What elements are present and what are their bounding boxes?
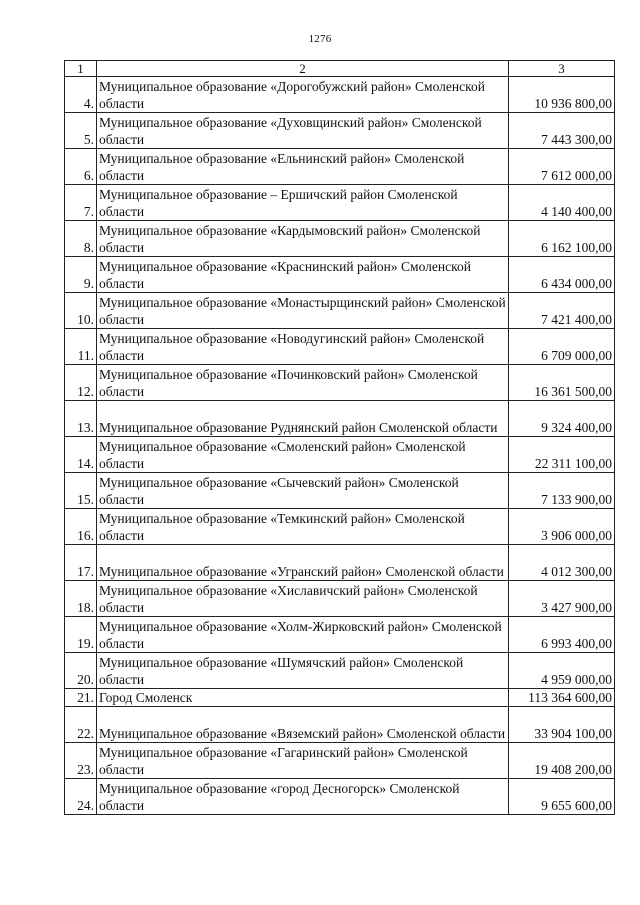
municipality-name: Муниципальное образование «Темкинский район» Смоленской области <box>97 509 509 545</box>
row-number: 21. <box>65 689 97 707</box>
amount-value: 113 364 600,00 <box>509 689 615 707</box>
amount-value: 6 993 400,00 <box>509 617 615 653</box>
header-col-2: 2 <box>97 61 509 77</box>
table-row <box>65 707 615 743</box>
municipality-name: Муниципальное образование «Угранский район» Смоленской области <box>97 545 509 581</box>
amount-value: 22 311 100,00 <box>509 437 615 473</box>
amount-value: 7 133 900,00 <box>509 473 615 509</box>
amount-value: 19 408 200,00 <box>509 743 615 779</box>
table-row <box>65 149 615 185</box>
municipality-name: Муниципальное образование Руднянский район Смоленской области <box>97 401 509 437</box>
amount-value: 3 427 900,00 <box>509 581 615 617</box>
table-row <box>65 113 615 149</box>
amount-value: 7 421 400,00 <box>509 293 615 329</box>
row-number: 12. <box>65 365 97 401</box>
row-number: 16. <box>65 509 97 545</box>
table-row <box>65 545 615 581</box>
municipality-name: Муниципальное образование «Гагаринский район» Смоленской области <box>97 743 509 779</box>
table-row <box>65 581 615 617</box>
municipality-name: Муниципальное образование «город Десногорск» Смоленской области <box>97 779 509 815</box>
municipality-name: Муниципальное образование «Кардымовский район» Смоленской области <box>97 221 509 257</box>
municipality-name: Муниципальное образование «Ельнинский район» Смоленской области <box>97 149 509 185</box>
amount-value: 4 959 000,00 <box>509 653 615 689</box>
amount-value: 10 936 800,00 <box>509 77 615 113</box>
table-row <box>65 329 615 365</box>
row-number: 5. <box>65 113 97 149</box>
page-number: 1276 <box>308 33 332 45</box>
row-number: 23. <box>65 743 97 779</box>
table-row <box>65 473 615 509</box>
amount-value: 7 443 300,00 <box>509 113 615 149</box>
row-number: 18. <box>65 581 97 617</box>
row-number: 17. <box>65 545 97 581</box>
row-number: 19. <box>65 617 97 653</box>
amount-value: 6 162 100,00 <box>509 221 615 257</box>
row-number: 9. <box>65 257 97 293</box>
amount-value: 33 904 100,00 <box>509 707 615 743</box>
municipality-name: Муниципальное образование «Починковский район» Смоленской области <box>97 365 509 401</box>
municipality-name: Муниципальное образование «Монастырщинский район» Смоленской области <box>97 293 509 329</box>
table-row <box>65 221 615 257</box>
table-row <box>65 617 615 653</box>
municipality-name: Муниципальное образование «Шумячский район» Смоленской области <box>97 653 509 689</box>
row-number: 14. <box>65 437 97 473</box>
amount-value: 3 906 000,00 <box>509 509 615 545</box>
table-row <box>65 401 615 437</box>
table-row <box>65 257 615 293</box>
amount-value: 16 361 500,00 <box>509 365 615 401</box>
table-row <box>65 185 615 221</box>
header-col-3: 3 <box>509 61 615 77</box>
table-row <box>65 779 615 815</box>
row-number: 4. <box>65 77 97 113</box>
row-number: 7. <box>65 185 97 221</box>
amount-value: 6 709 000,00 <box>509 329 615 365</box>
municipality-name: Муниципальное образование «Краснинский район» Смоленской области <box>97 257 509 293</box>
amount-value: 7 612 000,00 <box>509 149 615 185</box>
municipality-name: Муниципальное образование «Дорогобужский район» Смоленской области <box>97 77 509 113</box>
table-header-row <box>65 61 615 77</box>
municipality-name: Муниципальное образование «Смоленский район» Смоленской области <box>97 437 509 473</box>
row-number: 22. <box>65 707 97 743</box>
municipality-name: Муниципальное образование «Духовщинский район» Смоленской области <box>97 113 509 149</box>
table-row <box>65 509 615 545</box>
row-number: 13. <box>65 401 97 437</box>
amount-value: 4 140 400,00 <box>509 185 615 221</box>
amount-value: 4 012 300,00 <box>509 545 615 581</box>
amount-value: 6 434 000,00 <box>509 257 615 293</box>
row-number: 10. <box>65 293 97 329</box>
row-number: 20. <box>65 653 97 689</box>
row-number: 11. <box>65 329 97 365</box>
municipality-name: Муниципальное образование «Хиславичский район» Смоленской области <box>97 581 509 617</box>
municipality-name: Муниципальное образование «Сычевский район» Смоленской области <box>97 473 509 509</box>
municipality-name: Город Смоленск <box>97 689 509 707</box>
table-row <box>65 365 615 401</box>
table-row <box>65 77 615 113</box>
row-number: 24. <box>65 779 97 815</box>
municipality-name: Муниципальное образование – Ершичский район Смоленской области <box>97 185 509 221</box>
municipality-name: Муниципальное образование «Вяземский район» Смоленской области <box>97 707 509 743</box>
table-row <box>65 653 615 689</box>
table-row <box>65 437 615 473</box>
row-number: 8. <box>65 221 97 257</box>
amount-value: 9 655 600,00 <box>509 779 615 815</box>
row-number: 15. <box>65 473 97 509</box>
header-col-1: 1 <box>65 61 97 77</box>
allocation-table <box>64 60 615 815</box>
municipality-name: Муниципальное образование «Холм-Жирковский район» Смоленской области <box>97 617 509 653</box>
table-row <box>65 743 615 779</box>
row-number: 6. <box>65 149 97 185</box>
amount-value: 9 324 400,00 <box>509 401 615 437</box>
municipality-name: Муниципальное образование «Новодугинский район» Смоленской области <box>97 329 509 365</box>
table-row <box>65 689 615 707</box>
table-row <box>65 293 615 329</box>
